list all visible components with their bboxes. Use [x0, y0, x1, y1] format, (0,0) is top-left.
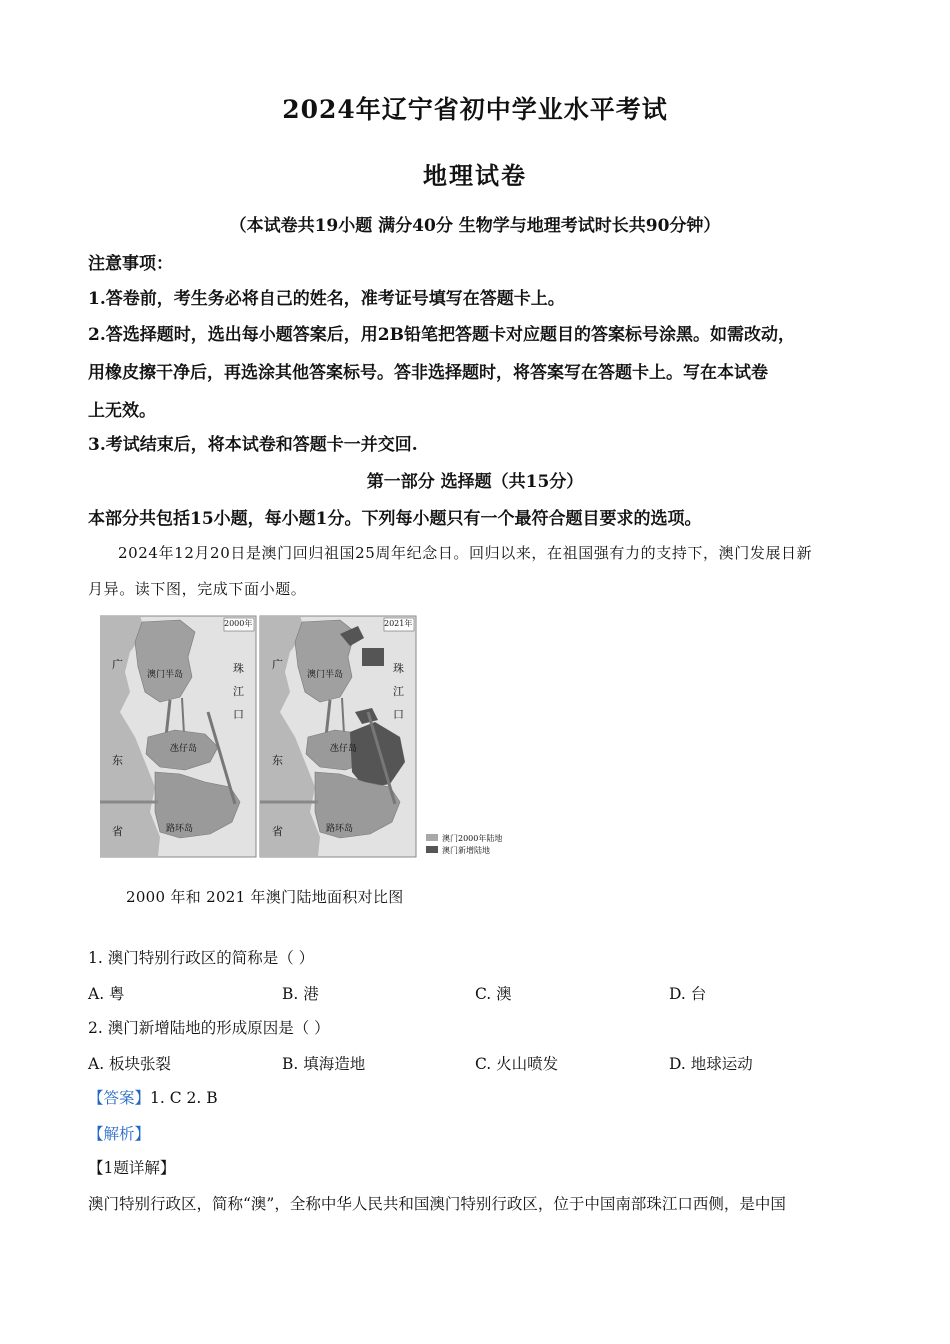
map-label-kou: 口 [233, 708, 244, 721]
map-label-sheng: 省 [112, 825, 123, 838]
notice-heading: 注意事项： [88, 254, 173, 274]
question-2-option-c: C. 火山喷发 [475, 1055, 559, 1073]
question-2-option-a: A. 板块张裂 [88, 1055, 172, 1073]
figure-caption: 2000 年和 2021 年澳门陆地面积对比图 [126, 888, 404, 906]
answer-text: 1. C 2. B [150, 1089, 218, 1107]
map-label-zhu-2021: 珠 [393, 662, 404, 675]
question-1-option-a: A. 粤 [88, 985, 125, 1003]
notice-item-1: 1.答卷前，考生务必将自己的姓名，准考证号填写在答题卡上。 [88, 289, 565, 309]
question-2-option-d: D. 地球运动 [669, 1055, 753, 1073]
legend-swatch-old-land [426, 834, 438, 841]
legend-label-old-land: 澳门2000年陆地 [442, 834, 503, 843]
map-label-jiang-2021: 江 [393, 685, 404, 698]
map-label-jiang: 江 [233, 685, 244, 698]
part1-heading: 第一部分 选择题（共15分） [366, 472, 584, 492]
map-label-coloane: 路环岛 [166, 824, 194, 834]
question-1-stem: 1. 澳门特别行政区的简称是（ ） [88, 949, 315, 967]
map-label-peninsula-2021: 澳门半岛 [307, 670, 344, 680]
map-label-kou-2021: 口 [393, 708, 404, 721]
passage-line-2: 月异。读下图，完成下面小题。 [88, 580, 307, 598]
question-2-stem: 2. 澳门新增陆地的形成原因是（ ） [88, 1019, 330, 1037]
exam-info: （本试卷共19小题 满分40分 生物学与地理考试时长共90分钟） [229, 216, 721, 236]
map-label-guang-2021: 广 [272, 658, 283, 671]
map-year-label-2000: 2000年 [224, 619, 253, 628]
map-label-sheng-2021: 省 [272, 825, 283, 838]
legend-swatch-new-land [426, 846, 438, 853]
map-legend [426, 834, 438, 853]
answer-line [88, 1086, 218, 1108]
part1-instruction: 本部分共包括15小题，每小题1分。下列每小题只有一个最符合题目要求的选项。 [88, 509, 702, 529]
analysis-label: 【解析】 [88, 1125, 151, 1143]
map-label-taipa: 氹仔岛 [170, 744, 198, 754]
notice-item-3: 3.考试结束后，将本试卷和答题卡一并交回. [88, 435, 418, 455]
map-label-taipa-2021: 氹仔岛 [330, 744, 358, 754]
analysis-detail-label: 【1题详解】 [88, 1159, 176, 1177]
map-label-zhu: 珠 [233, 662, 244, 675]
question-1-option-d: D. 台 [669, 985, 707, 1003]
answer-label: 【答案】 [88, 1089, 151, 1107]
map-label-dong: 东 [112, 754, 123, 767]
question-1-option-b: B. 港 [282, 985, 319, 1003]
question-2-option-b: B. 填海造地 [282, 1055, 366, 1073]
analysis-text: 澳门特别行政区，简称“澳”，全称中华人民共和国澳门特别行政区，位于中国南部珠江口西侧，是中国 [88, 1195, 786, 1213]
map-label-guang: 广 [112, 658, 123, 671]
question-1-option-c: C. 澳 [475, 985, 512, 1003]
map-label-dong-2021: 东 [272, 754, 283, 767]
notice-item-2-line-1: 2.答选择题时，选出每小题答案后，用2B铅笔把答题卡对应题目的答案标号涂黑。如需改动， [88, 325, 795, 345]
passage-line-1: 2024年12月20日是澳门回归祖国25周年纪念日。回归以来，在祖国强有力的支持下，澳门发展日新 [118, 544, 813, 562]
legend-label-new-land: 澳门新增陆地 [442, 846, 490, 855]
map-label-coloane-2021: 路环岛 [326, 824, 354, 834]
map-label-peninsula: 澳门半岛 [147, 670, 184, 680]
map-year-label-2021: 2021年 [384, 619, 413, 628]
notice-item-2-line-2: 用橡皮擦干净后，再选涂其他答案标号。答非选择题时，将答案写在答题卡上。写在本试卷 [88, 363, 768, 383]
exam-subtitle: 地理试卷 [423, 161, 527, 190]
exam-title: 2024年辽宁省初中学业水平考试 [282, 95, 668, 124]
notice-item-2-line-3: 上无效。 [88, 401, 156, 421]
